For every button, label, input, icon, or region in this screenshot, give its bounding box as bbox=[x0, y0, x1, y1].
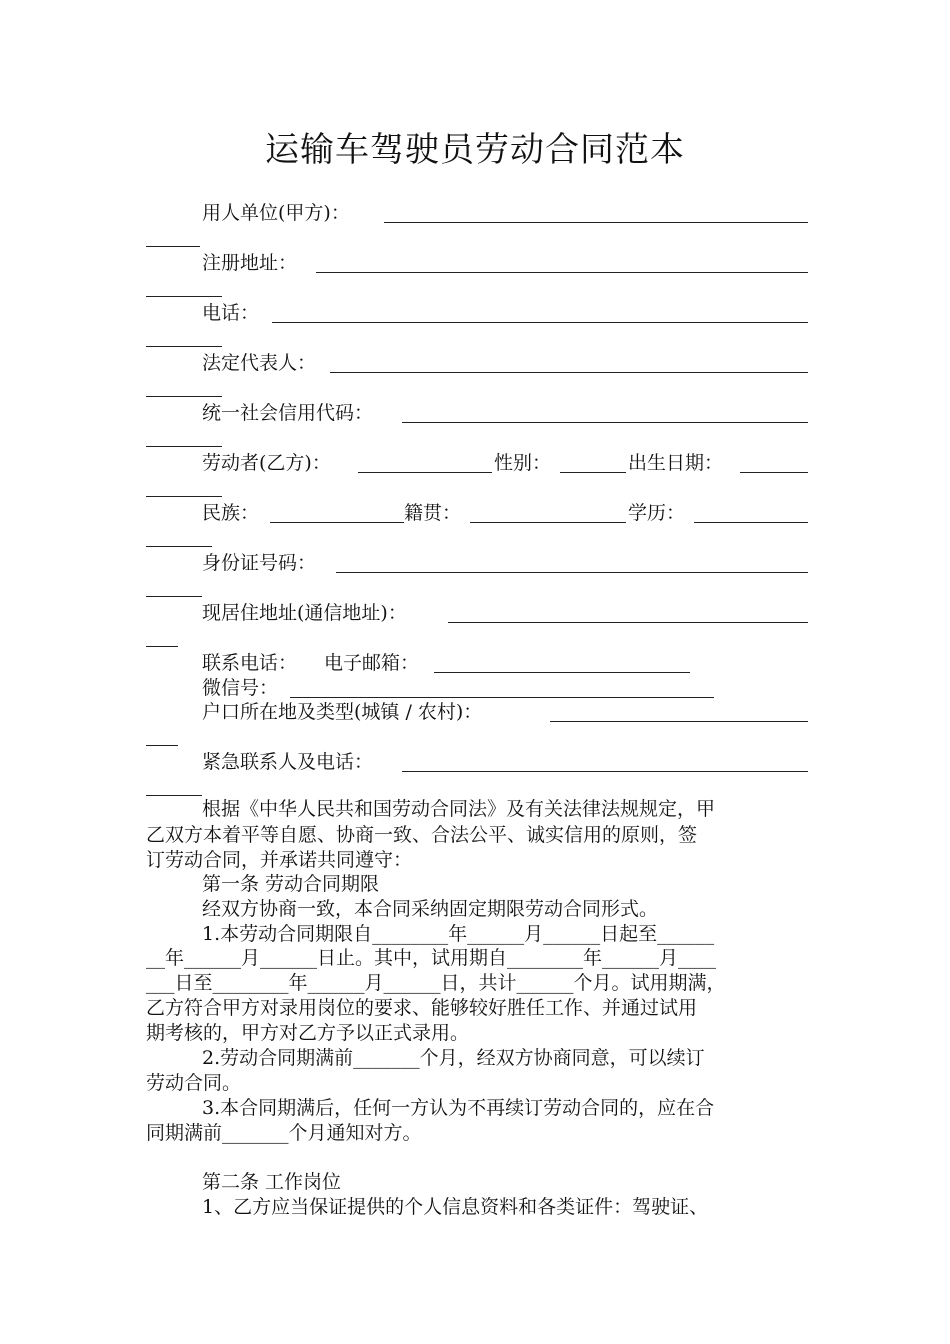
address-blank-cont bbox=[146, 296, 222, 297]
document-title: 运输车驾驶员劳动合同范本 bbox=[265, 130, 685, 170]
residence-label: 现居住地址(通信地址)： bbox=[202, 602, 407, 624]
phone-label: 电话： bbox=[202, 302, 260, 324]
employer-blank-cont bbox=[146, 246, 200, 247]
article-2-title: 第二条 工作岗位 bbox=[202, 1171, 342, 1193]
ethnic-blank[interactable] bbox=[270, 522, 404, 523]
wechat-label: 微信号： bbox=[202, 677, 279, 699]
intro-line-1: 根据《中华人民共和国劳动合同法》及有关法律法规规定，甲 bbox=[202, 798, 716, 820]
email-label: 电子邮箱： bbox=[324, 652, 420, 674]
education-blank-cont bbox=[146, 546, 212, 547]
article-1-clause-3-line-2: 同期满前_______个月通知对方。 bbox=[146, 1122, 422, 1144]
article-1-para: 经双方协商一致，本合同采纳固定期限劳动合同形式。 bbox=[202, 898, 659, 920]
native-blank[interactable] bbox=[470, 522, 626, 523]
phone-blank-cont bbox=[146, 346, 222, 347]
article-1-title: 第一条 劳动合同期限 bbox=[202, 873, 380, 895]
worker-blank[interactable] bbox=[358, 472, 492, 473]
article-1-clause-1-line-5: 期考核的，甲方对乙方予以正式录用。 bbox=[146, 1022, 470, 1044]
hukou-blank[interactable] bbox=[550, 721, 808, 722]
hukou-label: 户口所在地及类型(城镇 / 农村)： bbox=[202, 701, 483, 723]
id-number-blank[interactable] bbox=[336, 572, 808, 573]
education-label: 学历： bbox=[628, 502, 686, 524]
hukou-blank-cont bbox=[146, 745, 178, 746]
address-label: 注册地址： bbox=[202, 252, 298, 274]
contact-phone-label: 联系电话： bbox=[202, 652, 298, 674]
gender-label: 性别： bbox=[494, 452, 552, 474]
education-blank[interactable] bbox=[694, 522, 808, 523]
article-1-clause-1-line-1: 1.本劳动合同期限自________年______月______日起至______ bbox=[202, 923, 715, 945]
article-1-clause-3-line-1: 3.本合同期满后，任何一方认为不再续订劳动合同的，应在合 bbox=[202, 1097, 715, 1119]
address-blank[interactable] bbox=[316, 272, 808, 273]
emergency-contact-blank[interactable] bbox=[402, 771, 808, 772]
article-1-clause-1-line-2: __年______月______日止。其中，试用期自________年______月____ bbox=[146, 947, 717, 969]
phone-blank[interactable] bbox=[272, 322, 808, 323]
wechat-blank[interactable] bbox=[290, 697, 714, 698]
legal-rep-label: 法定代表人： bbox=[202, 352, 317, 374]
credit-code-blank-cont bbox=[146, 446, 222, 447]
birth-label: 出生日期： bbox=[628, 452, 724, 474]
id-number-label: 身份证号码： bbox=[202, 552, 317, 574]
article-1-clause-1-line-4: 乙方符合甲方对录用岗位的要求、能够较好胜任工作、并通过试用 bbox=[146, 997, 698, 1019]
legal-rep-blank[interactable] bbox=[330, 372, 808, 373]
article-1-clause-2-line-1: 2.劳动合同期满前_______个月，经双方协商同意，可以续订 bbox=[202, 1047, 705, 1069]
intro-line-3: 订劳动合同，并承诺共同遵守： bbox=[146, 849, 413, 871]
employer-blank[interactable] bbox=[384, 222, 808, 223]
id-number-blank-cont bbox=[146, 596, 202, 597]
credit-code-blank[interactable] bbox=[402, 422, 808, 423]
worker-label: 劳动者(乙方)： bbox=[202, 452, 331, 474]
native-label: 籍贯： bbox=[404, 502, 462, 524]
birth-blank[interactable] bbox=[740, 472, 808, 473]
intro-line-2: 乙双方本着平等自愿、协商一致、合法公平、诚实信用的原则，签 bbox=[146, 824, 698, 846]
emergency-contact-label: 紧急联系人及电话： bbox=[202, 751, 374, 773]
ethnic-label: 民族： bbox=[202, 502, 260, 524]
employer-label: 用人单位(甲方)： bbox=[202, 202, 350, 224]
article-1-clause-1-line-3: ___日至________年______月______日，共计______个月。试用期满， bbox=[146, 972, 726, 994]
legal-rep-blank-cont bbox=[146, 396, 222, 397]
residence-blank-cont bbox=[146, 646, 178, 647]
emergency-contact-blank-cont bbox=[146, 795, 202, 796]
email-blank[interactable] bbox=[434, 672, 690, 673]
article-1-clause-2-line-2: 劳动合同。 bbox=[146, 1072, 242, 1094]
credit-code-label: 统一社会信用代码： bbox=[202, 402, 374, 424]
gender-blank[interactable] bbox=[560, 472, 626, 473]
residence-blank[interactable] bbox=[448, 622, 808, 623]
article-2-clause-1: 1、乙方应当保证提供的个人信息资料和各类证件：驾驶证、 bbox=[202, 1196, 709, 1218]
birth-blank-cont bbox=[146, 496, 222, 497]
